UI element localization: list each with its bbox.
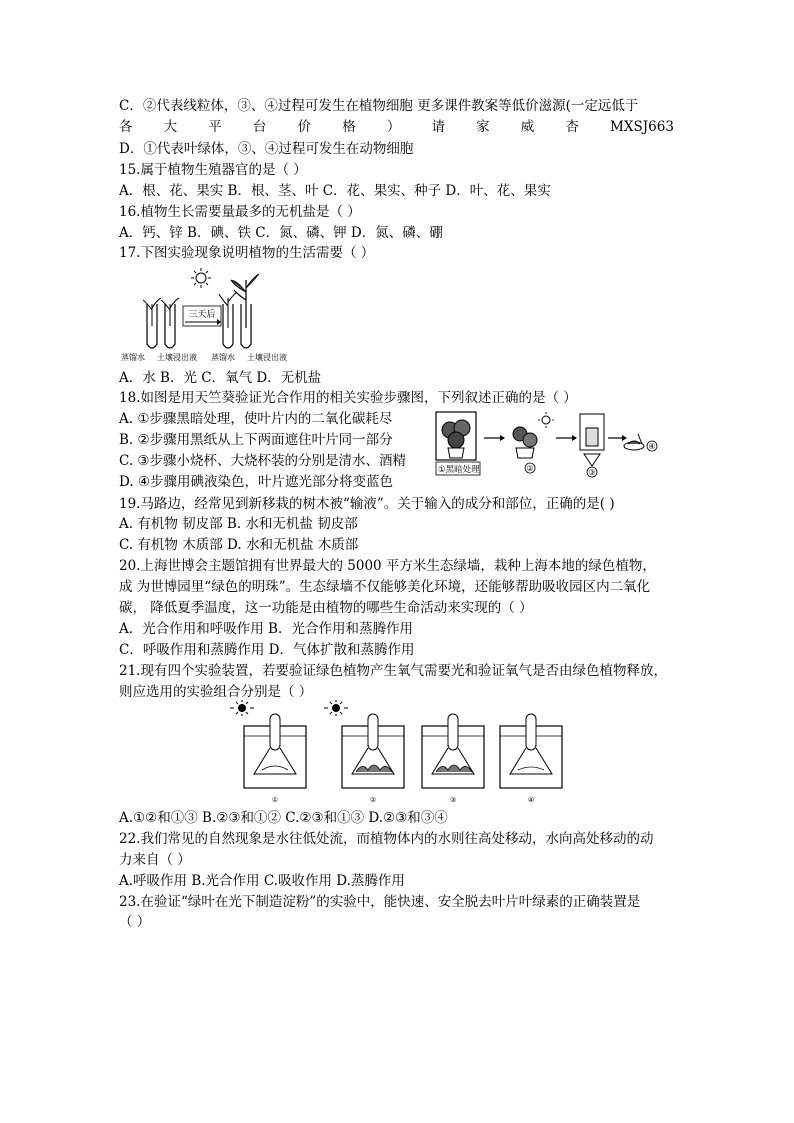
question-21-line-2: 则应选用的实验组合分别是（ ） — [119, 684, 313, 700]
question-20-line-3: 碳， 降低夏季温度，这一功能是由植物的哪些生命活动来实现的（ ） — [119, 600, 533, 616]
question-17-options: A．水 B．光 C．氧气 D．无机盐 — [119, 370, 322, 386]
justified-word: 威 — [520, 119, 535, 135]
figure-18-steps — [434, 410, 660, 480]
apparatus-3 — [422, 714, 484, 804]
question-18-option-a: A. ①步骤黑暗处理，使叶片内的二氧化碳耗尽 — [119, 411, 393, 427]
petri-dish-icon — [624, 434, 644, 450]
option-c-line: C．②代表线粒体，③、④过程可发生在植物细胞 更多课件教案等低价滋源(一定远低于 — [119, 98, 639, 114]
question-16-options: A．钙、锌 B．碘、铁 C．氮、磷、钾 D．氮、磷、硼 — [119, 225, 443, 241]
justified-watermark-line — [119, 117, 674, 137]
question-21-line-1: 21.现有四个实验装置，若要验证绿色植物产生氧气需要光和验证氧气是否由绿色植物释放， — [119, 663, 667, 679]
question-23-line-1: 23.在验证“绿叶在光下制造淀粉”的实验中，能快速、安全脱去叶片叶绿素的正确装置是 — [119, 894, 641, 910]
justified-word: ） — [386, 119, 401, 135]
apparatus-4 — [500, 714, 562, 804]
plant-in-light-icon — [513, 412, 554, 458]
justified-word: 杏 — [565, 119, 579, 135]
justified-word: 平 — [208, 119, 222, 135]
label-soil-extract-2: 土壤浸出液 — [247, 353, 287, 362]
question-18-option-c: C. ③步骤小烧杯、大烧杯装的分别是清水、酒精 — [119, 453, 407, 469]
question-22-options: A.呼吸作用 B.光合作用 C.吸收作用 D.蒸腾作用 — [119, 873, 405, 889]
justified-word: 台 — [252, 119, 267, 135]
justified-word: 各 — [119, 119, 133, 135]
test-tube-distilled-water-after — [219, 292, 237, 348]
test-tube-distilled-water-before — [143, 298, 161, 348]
justified-word: 家 — [476, 119, 490, 135]
label-distilled-water-1: 蒸馏水 — [121, 353, 145, 362]
step3-label: ③ — [588, 468, 596, 477]
question-20-options-cd: C．呼吸作用和蒸腾作用 D．气体扩散和蒸腾作用 — [119, 642, 415, 658]
question-19-options-cd: C. 有机物 木质部 D. 水和无机盐 木质部 — [119, 537, 359, 553]
justified-word: MXSJ663 — [610, 119, 674, 135]
question-16: 16.植物生长需要量最多的无机盐是（ ） — [119, 204, 361, 220]
question-15-options: A．根、花、果实 B．根、茎、叶 C．花、果实、种子 D．叶、花、果实 — [119, 183, 551, 199]
question-23-line-2: （ ） — [119, 914, 151, 930]
question-19-options-ab: A. 有机物 韧皮部 B. 水和无机盐 韧皮部 — [119, 516, 358, 532]
arrow-label: 三天后 — [188, 310, 216, 320]
water-bath-beaker-icon — [580, 414, 604, 466]
question-20-options-ab: A．光合作用和呼吸作用 B．光合作用和蒸腾作用 — [119, 621, 413, 637]
option-d-line: D．①代表叶绿体，③、④过程可发生在动物细胞 — [119, 141, 414, 157]
question-22-line-1: 22.我们常见的自然现象是水往低处流，而植物体内的水则往高处移动，水向高处移动的动 — [119, 831, 654, 847]
label-soil-extract-1: 土壤浸出液 — [157, 353, 197, 362]
justified-word: 价 — [297, 119, 312, 135]
question-20-line-2: 成 为世博园里“绿色的明珠”。生态绿墙不仅能够美化环境，还能够帮助吸收园区内二氧化 — [119, 579, 651, 595]
test-tube-soil-extract-before — [161, 298, 179, 348]
apparatus-2 — [324, 700, 404, 804]
justified-word: 大 — [163, 119, 178, 135]
question-19: 19.马路边，经常见到新移栽的树木被“输液”。关于输入的成分和部位，正确的是( ) — [119, 496, 615, 512]
step2-label: ② — [526, 464, 534, 473]
question-18-option-d: D. ④步骤用碘液染色，叶片遮光部分将变蓝色 — [119, 474, 394, 490]
test-tube-soil-extract-after — [231, 274, 259, 348]
question-20-line-1: 20.上海世博会主题馆拥有世界最大的 5000 平方米生态绿墙，栽种上海本地的绿色植物， — [119, 558, 656, 574]
question-22-line-2: 力来自（ ） — [119, 852, 191, 868]
sun-icon — [191, 268, 211, 288]
question-21-options: A.①②和①③ B.②③和①② C.②③和①③ D.②③和③④ — [119, 810, 448, 826]
label-1: ① — [271, 796, 279, 804]
sun-icon — [230, 700, 254, 716]
apparatus-1 — [230, 700, 306, 804]
sun-icon — [324, 700, 348, 716]
justified-word: 请 — [431, 119, 445, 135]
question-17: 17.下图实验现象说明植物的生活需要（ ） — [119, 245, 375, 261]
question-15: 15.属于植物生殖器官的是（ ） — [119, 162, 307, 178]
figure-21-apparatus — [222, 700, 567, 806]
justified-word: 格 — [342, 119, 356, 135]
arrow-head — [217, 319, 221, 325]
question-18-option-b: B. ②步骤用黑纸从上下两面遮住叶片同一部分 — [119, 432, 393, 448]
label-3: ③ — [449, 796, 457, 804]
step4-label: ④ — [648, 442, 656, 451]
question-18: 18.如图是用天竺葵验证光合作用的相关实验步骤图，下列叙述正确的是（ ） — [119, 390, 577, 406]
label-2: ② — [369, 796, 377, 804]
label-distilled-water-2: 蒸馏水 — [211, 353, 235, 362]
label-4: ④ — [527, 796, 535, 804]
figure-17-test-tubes — [119, 266, 309, 364]
step1-label: ①黑暗处理 — [438, 465, 480, 475]
